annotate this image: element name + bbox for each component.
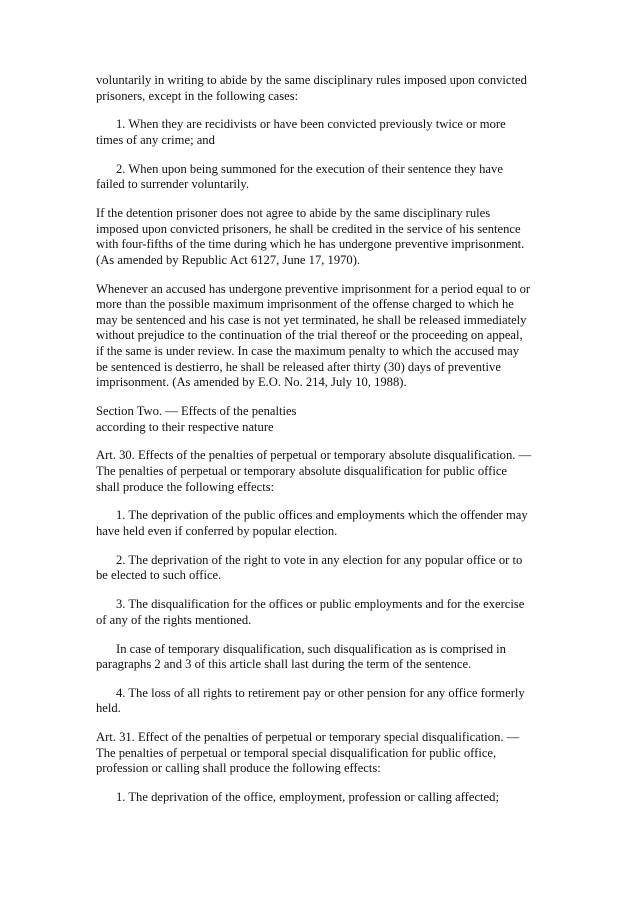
paragraph: [96, 404, 556, 435]
paragraph: [96, 117, 556, 148]
text-line: voluntarily in writing to abide by the same disciplinary rules imposed upon convicted: [96, 73, 527, 87]
text-line: be sentenced is destierro, he shall be released after thirty (30) days of preventive: [96, 359, 501, 374]
text-line: In case of temporary disqualification, such disqualification as is comprised in: [116, 641, 506, 656]
text-line: according to their respective nature: [96, 419, 274, 434]
text-line: times of any crime; and: [96, 132, 215, 147]
paragraph: [96, 162, 556, 193]
paragraph: [96, 790, 556, 806]
text-line: Art. 30. Effects of the penalties of perpetual or temporary absolute disqualification. —: [96, 448, 532, 463]
paragraph: [96, 597, 556, 628]
text-line: may be sentenced and his case is not yet terminated, he shall be released immediately: [96, 312, 527, 327]
text-line: The penalties of perpetual or temporary absolute disqualification for public office: [96, 464, 508, 478]
text-line: 1. The deprivation of the office, employment, profession or calling affected;: [116, 790, 499, 805]
text-line: shall produce the following effects:: [96, 479, 275, 494]
text-line: with four-fifths of the time during which he has undergone preventive imprisonment.: [96, 237, 525, 252]
paragraph: [96, 730, 556, 777]
paragraph: [96, 282, 556, 391]
text-line: failed to surrender voluntarily.: [96, 177, 250, 192]
paragraph: [96, 686, 556, 717]
text-line: imprisonment. (As amended by E.O. No. 214, July 10, 1988).: [96, 375, 407, 390]
paragraph: [96, 642, 556, 673]
text-line: If the detention prisoner does not agree to abide by the same disciplinary rules: [96, 206, 491, 221]
text-line: if the same is under review. In case the maximum penalty to which the accused may: [96, 344, 520, 359]
text-line: 2. The deprivation of the right to vote in any election for any popular office or to: [116, 552, 523, 567]
text-line: Art. 31. Effect of the penalties of perpetual or temporary special disqualification. —: [96, 730, 520, 745]
document-body: [96, 73, 556, 819]
text-line: 3. The disqualification for the offices or public employments and for the exercise: [116, 597, 525, 612]
text-line: without prejudice to the continuation of the trial thereof or the proceeding on appeal,: [96, 328, 523, 343]
text-line: more than the possible maximum imprisonment of the offense charged to which he: [96, 297, 514, 312]
paragraph: [96, 73, 556, 104]
text-line: of any of the rights mentioned.: [96, 612, 252, 627]
paragraph: [96, 206, 556, 268]
text-line: 4. The loss of all rights to retirement pay or other pension for any office formerly: [116, 685, 525, 700]
text-line: be elected to such office.: [96, 568, 222, 583]
text-line: profession or calling shall produce the following effects:: [96, 761, 381, 776]
text-line: 1. When they are recidivists or have been convicted previously twice or more: [116, 117, 506, 132]
paragraph: [96, 553, 556, 584]
text-line: The penalties of perpetual or temporal special disqualification for public office,: [96, 745, 497, 760]
text-line: Whenever an accused has undergone preventive imprisonment for a period equal to or: [96, 281, 531, 296]
text-line: paragraphs 2 and 3 of this article shall last during the term of the sentence.: [96, 657, 472, 672]
text-line: prisoners, except in the following cases:: [96, 88, 299, 103]
text-line: Section Two. — Effects of the penalties: [96, 404, 297, 419]
text-line: (As amended by Republic Act 6127, June 17, 1970).: [96, 252, 361, 267]
text-line: 1. The deprivation of the public offices and employments which the offender may: [116, 508, 528, 523]
text-line: held.: [96, 701, 121, 716]
text-line: 2. When upon being summoned for the execution of their sentence they have: [116, 161, 503, 176]
text-line: imposed upon convicted prisoners, he shall be credited in the service of his sentence: [96, 221, 521, 236]
text-line: have held even if conferred by popular election.: [96, 523, 338, 538]
paragraph: [96, 508, 556, 539]
paragraph: [96, 448, 556, 495]
